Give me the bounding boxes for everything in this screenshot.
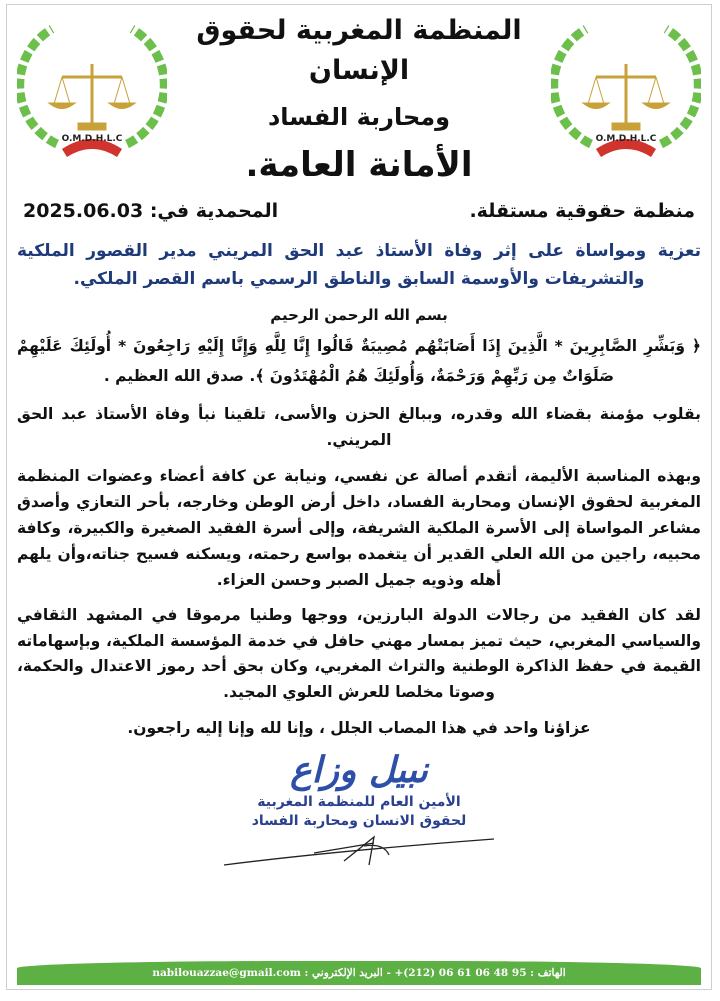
letterhead	[17, 9, 701, 189]
svg-text:O.M.D.H.L.C: O.M.D.H.L.C	[61, 134, 123, 144]
letter-meta	[17, 197, 701, 225]
department-title: الأمانة العامة.	[245, 145, 473, 185]
paragraph-3: لقد كان الفقيد من رجالات الدولة البارزين، ووجها وطنيا مرموقا في المشهد الثقافي والسياسي المغربي، حيث تميز بمسار مهني حافل في خدمة المؤسسة الملكية، وبإسهاماته القيمة في حفظ الذاكرة الوطنية والتراث المغربي، وكان بحق أحد رموز الاعتدال والحكمة، وصوتا مخلصا للعرش العلوي المجيد.	[17, 606, 701, 701]
page-frame	[6, 4, 712, 990]
quran-verse: ﴿ وَبَشِّرِ الصَّابِرِينَ * الَّذِينَ إِذَا أَصَابَتْهُم مُصِيبَةٌ قَالُوا إِنَّا لِلَّهِ وَإِنَّا إِلَيْهِ رَاجِعُونَ * أُولَئِكَ عَلَيْهِمْ صَلَوَاتٌ مِن رَبِّهِمْ وَرَحْمَةٌ، وَأُولَئِكَ هُمُ الْمُهْتَدُونَ ﴾. صدق الله العظيم .	[17, 337, 701, 385]
organization-logo-right	[551, 9, 701, 159]
signature-block	[229, 749, 489, 831]
paragraph-2: وبهذه المناسبة الأليمة، أتقدم أصالة عن نفسي، ونيابة عن كافة أعضاء وعضوات المنظمة المغربية لحقوق الإنسان ومحاربة الفساد، داخل أرض الوطن وخارجه، بأحر التعازي وأصدق مشاعر المواساة إلى الأسرة الملكية الشريفة، وإلى أسرة الفقيد الصغيرة والكبيرة، وكافة محبيه، راجين من الله العلي القدير أن يتغمده بواسع رحمته، ويسكنه فسيح جناته،وأن يلهم أهله وذويه جميل الصبر وحسن العزاء.	[17, 467, 701, 589]
paragraph-1: بقلوب مؤمنة بقضاء الله وقدره، وببالغ الحزن والأسى، تلقينا نبأ وفاة الأستاذ عبد الحق المريني.	[17, 405, 701, 449]
organization-name: المنظمة المغربية لحقوق الإنسان	[196, 15, 522, 86]
svg-text:O.M.D.H.L.C: O.M.D.H.L.C	[595, 134, 657, 144]
handwritten-signature	[214, 833, 504, 869]
footer-contact-bar: الهاتف : 95 48 06 61 06 (212)+ - البريد الإلكتروني : nabilouazzae@gmail.com	[17, 961, 701, 985]
organization-type: منظمة حقوقية مستقلة.	[469, 200, 695, 222]
basmala: بسم الله الرحمن الرحيم	[270, 306, 448, 324]
closing-line: عزاؤنا واحد في هذا المصاب الجلل ، وإنا لله وإنا إليه راجعون.	[127, 719, 591, 737]
spacer	[17, 869, 701, 875]
letter-subject: تعزية ومواساة على إثر وفاة الأستاذ عبد الحق المريني مدير القصور الملكية والتشريفات والأوسمة السابق والناطق الرسمي باسم القصر الملكي.	[17, 241, 701, 289]
organization-name-line2: ومحاربة الفساد	[267, 103, 451, 131]
signatory-title-1: الأمين العام للمنظمة المغربية	[257, 794, 461, 810]
organization-logo-left	[17, 9, 167, 159]
letterhead-title	[167, 9, 551, 189]
place-date: المحمدية في: 2025.06.03	[23, 200, 279, 222]
signatory-name: نبيل وزاع	[290, 750, 428, 791]
signatory-title-2: لحقوق الانسان ومحاربة الفساد	[251, 813, 467, 829]
